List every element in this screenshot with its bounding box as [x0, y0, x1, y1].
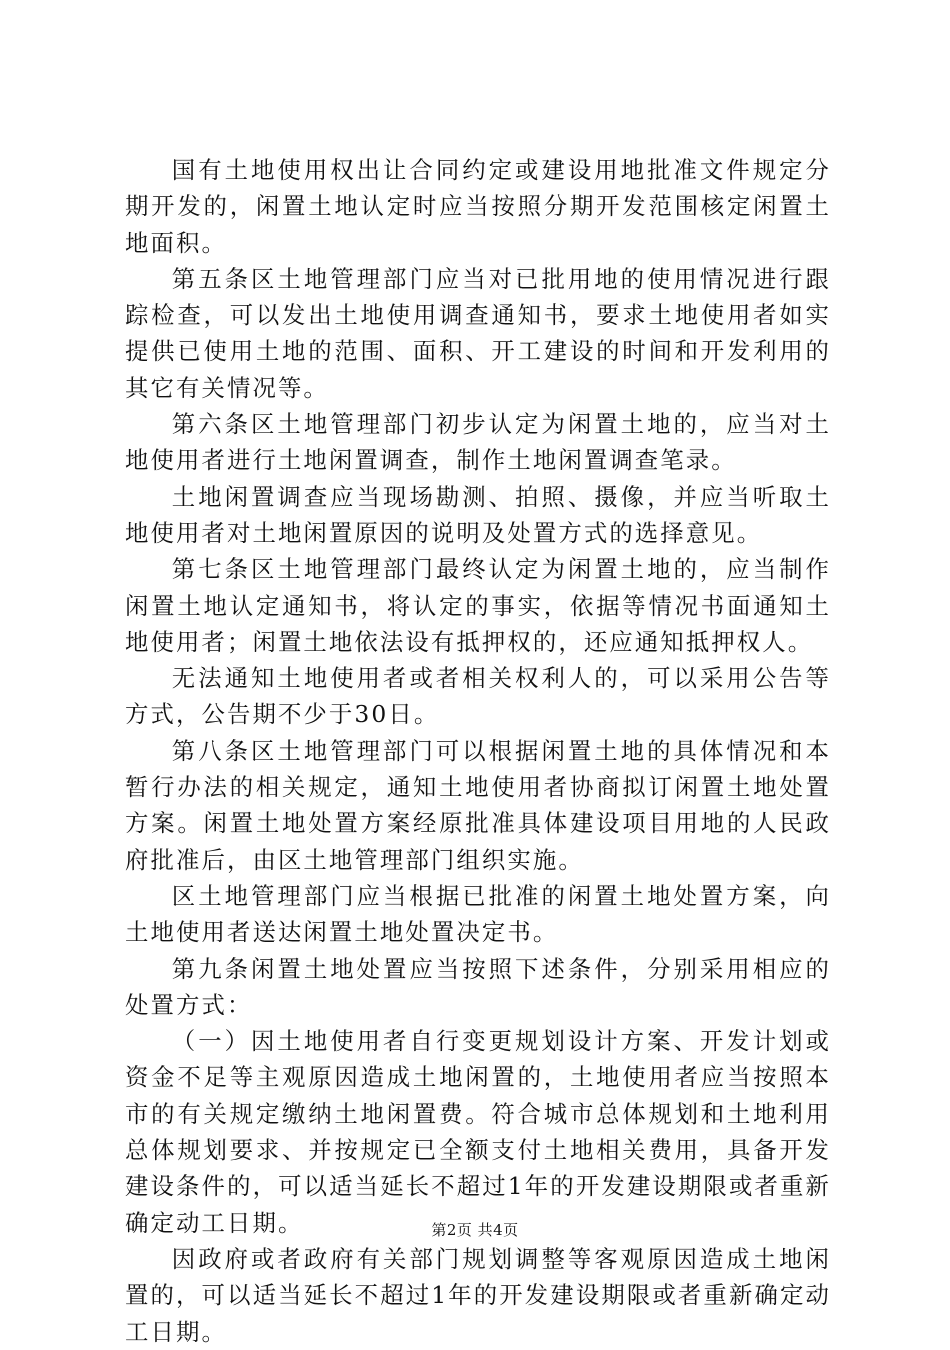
paragraph-2: 第五条区土地管理部门应当对已批用地的使用情况进行跟踪检查，可以发出土地使用调查通知书，要求土地使用者如实提供已使用土地的范围、面积、开工建设的时间和开发利用的其它有关情况等。 — [125, 264, 831, 402]
paragraph-11: 因政府或者政府有关部门规划调整等客观原因造成土地闲置的，可以适当延长不超过1年的开发建设期限或者重新确定动工日期。 — [125, 1244, 831, 1346]
paragraph-10: （一）因土地使用者自行变更规划设计方案、开发计划或资金不足等主观原因造成土地闲置的，土地使用者应当按照本市的有关规定缴纳土地闲置费。符合城市总体规划和土地利用总体规划要求、并按规定已全额支付土地相关费用，具备开发建设条件的，可以适当延长不超过1年的开发建设期限或者重新确定动工日期。 — [125, 1027, 831, 1237]
paragraph-1: 国有土地使用权出让合同约定或建设用地批准文件规定分期开发的，闲置土地认定时应当按照分期开发范围核定闲置土地面积。 — [125, 156, 831, 257]
document-body — [125, 152, 831, 1350]
paragraph-9: 第九条闲置土地处置应当按照下述条件，分别采用相应的处置方式： — [125, 954, 831, 1019]
paragraph-5: 第七条区土地管理部门最终认定为闲置土地的，应当制作闲置土地认定通知书，将认定的事实，依据等情况书面通知土地使用者；闲置土地依法设有抵押权的，还应通知抵押权人。 — [125, 555, 831, 656]
paragraph-3: 第六条区土地管理部门初步认定为闲置土地的，应当对土地使用者进行土地闲置调查，制作土地闲置调查笔录。 — [125, 410, 831, 475]
paragraph-8: 区土地管理部门应当根据已批准的闲置土地处置方案，向土地使用者送达闲置土地处置决定书。 — [125, 881, 831, 947]
paragraph-7: 第八条区土地管理部门可以根据闲置土地的具体情况和本暂行办法的相关规定，通知土地使用者协商拟订闲置土地处置方案。闲置土地处置方案经原批准具体建设项目用地的人民政府批准后，由区土地管理部门组织实施。 — [125, 736, 831, 874]
paragraph-6: 无法通知土地使用者或者相关权利人的，可以采用公告等方式，公告期不少于30日。 — [125, 664, 831, 729]
paragraph-4: 土地闲置调查应当现场勘测、拍照、摄像，并应当听取土地使用者对土地闲置原因的说明及处置方式的选择意见。 — [125, 482, 831, 547]
page-number-footer: 第2页 共4页 — [431, 1221, 519, 1239]
